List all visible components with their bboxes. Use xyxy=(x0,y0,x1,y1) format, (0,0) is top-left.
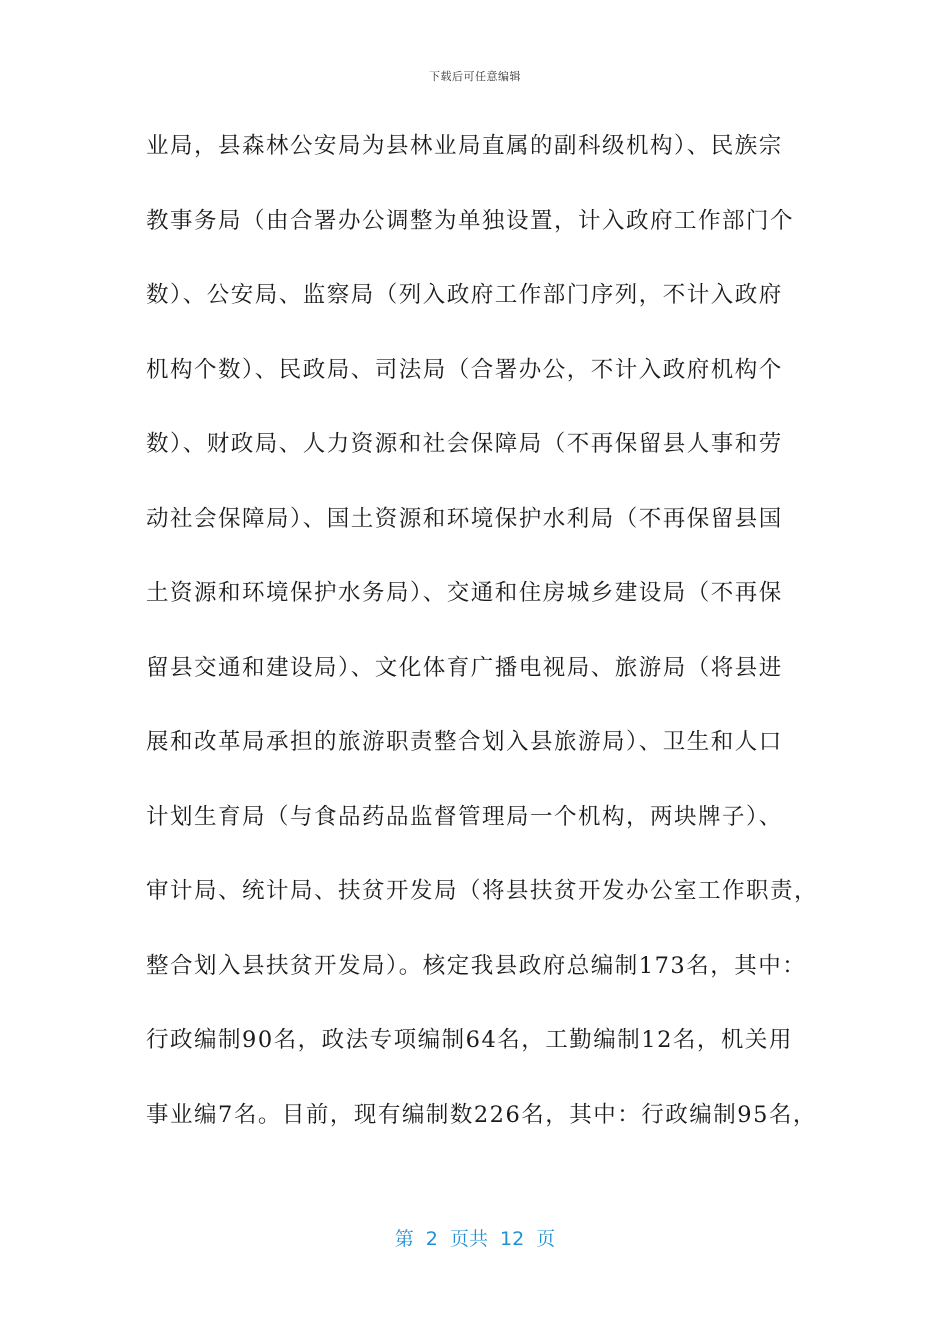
header-note: 下载后可任意编辑 xyxy=(429,70,521,83)
document-body xyxy=(146,120,819,1163)
text-line: 土资源和环境保护水务局）、交通和住房城乡建设局（不再保 xyxy=(146,580,783,606)
text-line: 留县交通和建设局）、文化体育广播电视局、旅游局（将县进 xyxy=(146,654,783,681)
text-line: 数）、公安局、监察局（列入政府工作部门序列，不计入政府 xyxy=(146,282,783,308)
text-line: 审计局、统计局、扶贫开发局（将县扶贫开发办公室工作职责， xyxy=(146,878,819,904)
text-line: 展和改革局承担的旅游职责整合划入县旅游局）、卫生和人口 xyxy=(146,729,783,755)
text-line: 事业编7名。目前，现有编制数226名，其中：行政编制95名， xyxy=(146,1101,817,1128)
text-line: 整合划入县扶贫开发局）。核定我县政府总编制173名，其中： xyxy=(146,952,807,979)
page-number-footer: 第 2 页共 12 页 xyxy=(394,1228,556,1250)
text-line: 数）、财政局、人力资源和社会保障局（不再保留县人事和劳 xyxy=(146,431,783,457)
text-line: 业局，县森林公安局为县林业局直属的副科级机构）、民族宗 xyxy=(146,133,783,159)
text-line: 动社会保障局）、国土资源和环境保护水利局（不再保留县国 xyxy=(146,505,783,532)
text-line: 教事务局（由合署办公调整为单独设置，计入政府工作部门个 xyxy=(146,207,795,234)
text-line: 行政编制90名，政法专项编制64名，工勤编制12名，机关用 xyxy=(146,1027,793,1053)
text-line: 计划生育局（与食品药品监督管理局一个机构，两块牌子）、 xyxy=(146,803,783,830)
text-line: 机构个数）、民政局、司法局（合署办公，不计入政府机构个 xyxy=(146,356,783,383)
